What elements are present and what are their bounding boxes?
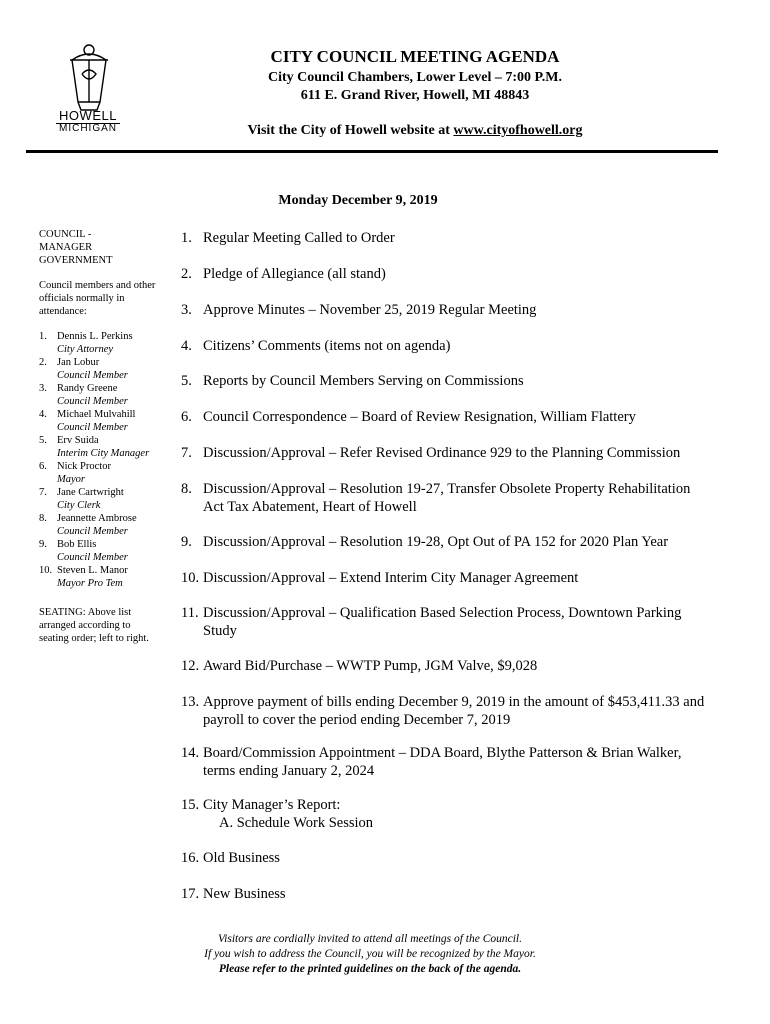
- member-item: [39, 538, 159, 564]
- member-number: 2.: [39, 357, 47, 368]
- agenda-item: [181, 372, 711, 390]
- member-role: City Attorney: [57, 344, 114, 355]
- agenda-item-number: 10.: [181, 570, 200, 586]
- member-number: 7.: [39, 487, 47, 498]
- agenda-item-number: 7.: [181, 445, 192, 461]
- website-line: [130, 123, 700, 139]
- member-name: Erv Suida: [57, 435, 99, 446]
- agenda-item: [181, 229, 711, 247]
- member-name: Jan Lobur: [57, 357, 100, 368]
- agenda-item: [181, 408, 711, 426]
- agenda-item: [181, 657, 711, 675]
- agenda-item-text: Reports by Council Members Serving on Commissions: [203, 373, 524, 389]
- member-item: [39, 460, 159, 486]
- member-number: 9.: [39, 539, 47, 550]
- agenda-item-text: Old Business: [203, 850, 280, 866]
- member-name: Jane Cartwright: [57, 487, 124, 498]
- meeting-address: 611 E. Grand River, Howell, MI 48843: [300, 88, 530, 103]
- agenda-item-text: Citizens’ Comments (items not on agenda): [203, 338, 451, 354]
- agenda-item: [181, 265, 711, 283]
- agenda-item-text: Discussion/Approval – Qualification Based Selection Process, Downtown Parking Study: [203, 605, 682, 639]
- member-name: Bob Ellis: [57, 539, 97, 550]
- member-name: Dennis L. Perkins: [57, 331, 133, 342]
- logo-text-michigan: MICHIGAN: [59, 123, 117, 134]
- meeting-location: City Council Chambers, Lower Level – 7:00 P.M.: [268, 70, 562, 85]
- footer-line-3: Please refer to the printed guidelines on the back of the agenda.: [218, 963, 522, 975]
- agenda-item-number: 17.: [181, 886, 200, 902]
- member-role: Mayor Pro Tem: [57, 578, 123, 589]
- footer-line-2: If you wish to address the Council, you will be recognized by the Mayor.: [204, 948, 536, 960]
- agenda-item-text: Approve Minutes – November 25, 2019 Regular Meeting: [203, 302, 537, 318]
- member-name: Randy Greene: [57, 383, 118, 394]
- agenda-item: [181, 849, 711, 867]
- website-prefix: Visit the City of Howell website at: [247, 123, 454, 138]
- member-item: [39, 382, 159, 408]
- footer-line-1: Visitors are cordially invited to attend all meetings of the Council.: [218, 933, 522, 945]
- agenda-item-number: 2.: [181, 266, 192, 282]
- footer: [130, 932, 610, 977]
- agenda-item: [181, 693, 711, 729]
- agenda-item-number: 14.: [181, 745, 200, 761]
- member-item: [39, 330, 159, 356]
- member-role: Council Member: [57, 552, 128, 563]
- member-list: [39, 330, 159, 590]
- agenda-item-text: Council Correspondence – Board of Review Resignation, William Flattery: [203, 409, 636, 425]
- member-number: 5.: [39, 435, 47, 446]
- member-role: Council Member: [57, 396, 128, 407]
- agenda-item-number: 6.: [181, 409, 192, 425]
- agenda-item: [181, 604, 711, 640]
- page-title: CITY COUNCIL MEETING AGENDA: [270, 47, 560, 66]
- agenda-item: [181, 533, 711, 551]
- agenda-item-text: Pledge of Allegiance (all stand): [203, 266, 386, 282]
- seating-note: SEATING: Above list arranged according to seating order; left to right.: [39, 607, 149, 644]
- member-role: Mayor: [57, 474, 85, 485]
- member-role: Council Member: [57, 422, 128, 433]
- logo-text-howell: HOWELL: [59, 108, 117, 123]
- member-number: 6.: [39, 461, 47, 472]
- member-role: Council Member: [57, 370, 128, 381]
- member-item: [39, 486, 159, 512]
- agenda-item-number: 5.: [181, 373, 192, 389]
- agenda-item-number: 11.: [181, 605, 199, 621]
- member-name: Steven L. Manor: [57, 565, 128, 576]
- agenda-item-number: 8.: [181, 481, 192, 497]
- agenda-item: [181, 444, 711, 462]
- member-number: 3.: [39, 383, 47, 394]
- agenda-item-text: Discussion/Approval – Refer Revised Ordinance 929 to the Planning Commission: [203, 445, 681, 461]
- agenda-item-number: 12.: [181, 658, 200, 674]
- member-name: Michael Mulvahill: [57, 409, 136, 420]
- member-role: City Clerk: [57, 500, 101, 511]
- member-item: [39, 512, 159, 538]
- agenda-item-text: Approve payment of bills ending December 9, 2019 in the amount of $453,411.33 and payroll to cover the period ending December 7, 2019: [203, 694, 705, 728]
- government-type: COUNCIL - MANAGER GOVERNMENT: [39, 229, 113, 266]
- member-item: [39, 356, 159, 382]
- header-divider: [26, 150, 718, 153]
- agenda-item-text: Regular Meeting Called to Order: [203, 230, 395, 246]
- attendance-note: Council members and other officials normally in attendance:: [39, 280, 156, 317]
- member-role: Council Member: [57, 526, 128, 537]
- agenda-item-text: Discussion/Approval – Resolution 19-28, Opt Out of PA 152 for 2020 Plan Year: [203, 534, 669, 550]
- member-number: 8.: [39, 513, 47, 524]
- agenda-item-text: Award Bid/Purchase – WWTP Pump, JGM Valve, $9,028: [203, 658, 538, 674]
- agenda-item-text: New Business: [203, 886, 286, 902]
- agenda-item: [181, 885, 711, 903]
- member-name: Jeannette Ambrose: [57, 513, 137, 524]
- website-link[interactable]: www.cityofhowell.org: [453, 123, 583, 138]
- agenda-item: [181, 301, 711, 319]
- agenda-item: [181, 337, 711, 355]
- agenda-item-number: 3.: [181, 302, 192, 318]
- agenda-item-number: 16.: [181, 850, 200, 866]
- agenda-item-text: Board/Commission Appointment – DDA Board, Blythe Patterson & Brian Walker, terms ending January 2, 2024: [203, 745, 682, 779]
- member-number: 1.: [39, 331, 47, 342]
- member-name: Nick Proctor: [57, 461, 111, 472]
- agenda-item-text: Discussion/Approval – Extend Interim City Manager Agreement: [203, 570, 579, 586]
- agenda-item-number: 13.: [181, 694, 200, 710]
- member-role: Interim City Manager: [57, 448, 150, 459]
- agenda-subitem: A. Schedule Work Session: [219, 815, 374, 831]
- member-number: 4.: [39, 409, 47, 420]
- agenda-item: [181, 569, 711, 587]
- meeting-date: Monday December 9, 2019: [278, 193, 438, 208]
- agenda-item-number: 4.: [181, 338, 192, 354]
- member-number: 10.: [39, 565, 53, 576]
- agenda-item-number: 9.: [181, 534, 192, 550]
- member-item: [39, 408, 159, 434]
- agenda-item: [181, 744, 711, 780]
- agenda-item: [181, 796, 711, 832]
- agenda-item: [181, 480, 711, 516]
- agenda-item-text: Discussion/Approval – Resolution 19-27, Transfer Obsolete Property Rehabilitation Act Tax Abatement, Heart of Howell: [203, 481, 691, 515]
- agenda-item-number: 15.: [181, 797, 200, 813]
- member-item: [39, 564, 159, 590]
- member-item: [39, 434, 159, 460]
- agenda-item-number: 1.: [181, 230, 192, 246]
- agenda-item-text: City Manager’s Report:: [203, 797, 341, 813]
- sidebar: [39, 228, 159, 657]
